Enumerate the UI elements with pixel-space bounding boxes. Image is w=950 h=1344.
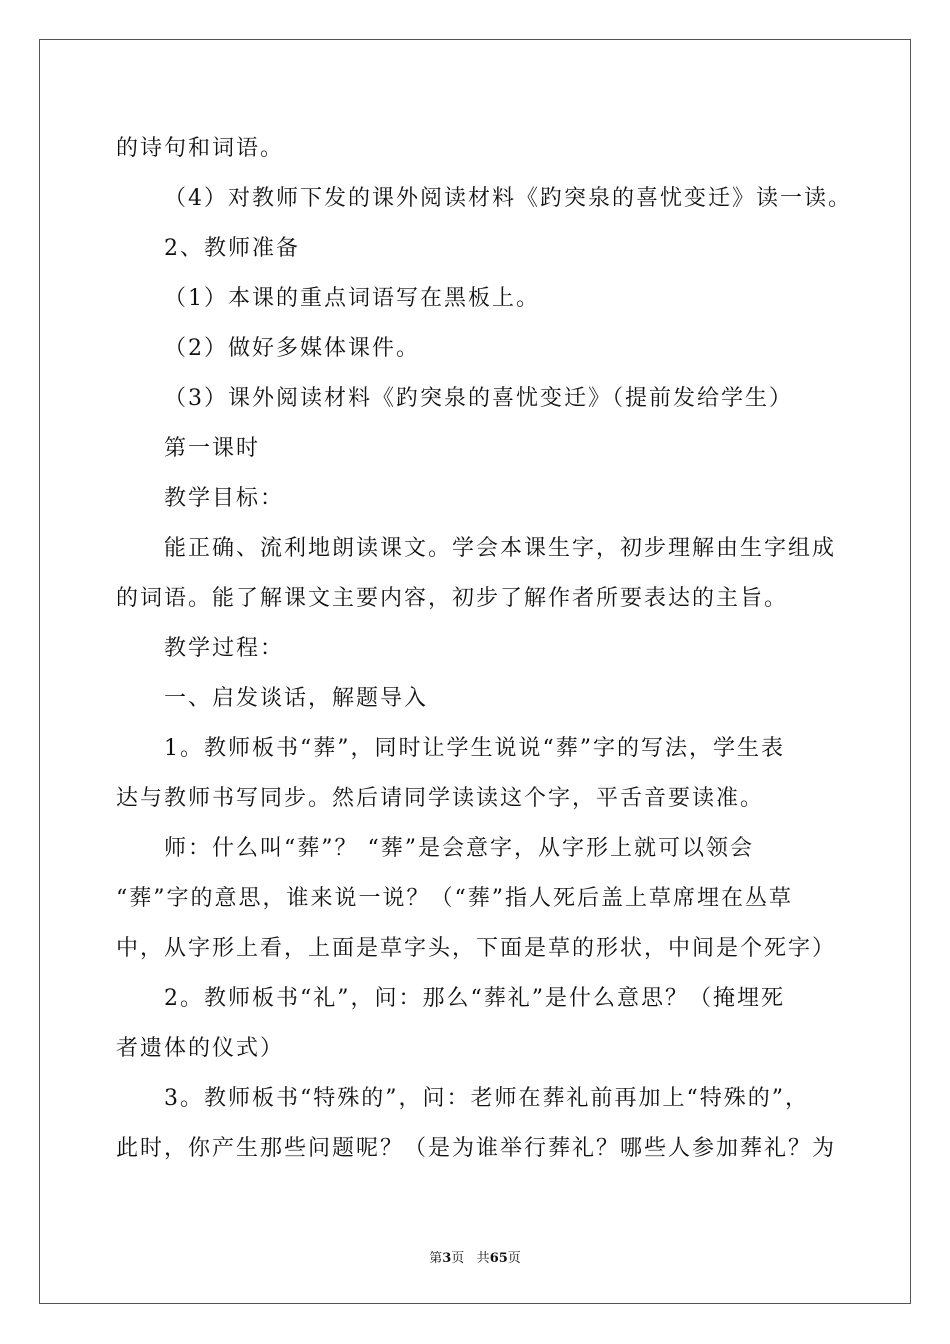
- text-line: 师：什么叫“葬”？ “葬”是会意字，从字形上就可以领会: [164, 836, 754, 861]
- page-suffix: 页: [451, 1251, 465, 1266]
- text-line: （2）做好多媒体课件。: [164, 336, 420, 361]
- total-pages: 65: [489, 1251, 508, 1266]
- text-line: 者遗体的仪式）: [116, 1036, 285, 1061]
- text-line: 2、教师准备: [164, 236, 300, 261]
- page-prefix: 第: [429, 1251, 443, 1266]
- text-line: 能正确、流利地朗读课文。学会本课生字，初步理解由生字组成: [164, 536, 837, 561]
- text-line: 的词语。能了解课文主要内容，初步了解作者所要表达的主旨。: [116, 586, 789, 611]
- page-number: 3: [442, 1251, 452, 1266]
- section-heading: 教学目标：: [164, 486, 285, 511]
- text-line: （1）本课的重点词语写在黑板上。: [164, 286, 540, 311]
- text-line: 2。教师板书“礼”，问：那么“葬礼”是什么意思？（掩埋死: [164, 986, 785, 1011]
- text-line: 达与教师书写同步。然后请同学读读这个字，平舌音要读准。: [116, 786, 765, 811]
- text-line: 3。教师板书“特殊的”，问：老师在葬礼前再加上“特殊的”，: [164, 1086, 809, 1111]
- section-heading: 教学过程：: [164, 636, 285, 661]
- text-line: （4）对教师下发的课外阅读材料《趵突泉的喜忧变迁》读一读。: [164, 186, 852, 211]
- total-suffix: 页: [507, 1251, 521, 1266]
- section-heading: 第一课时: [164, 436, 261, 461]
- text-line: 此时，你产生那些问题呢？（是为谁举行葬礼？哪些人参加葬礼？为: [116, 1136, 837, 1161]
- text-line: 1。教师板书“葬”，同时让学生说说“葬”字的写法，学生表: [164, 736, 785, 761]
- total-prefix: 共: [476, 1251, 490, 1266]
- text-line: （3）课外阅读材料《趵突泉的喜忧变迁》（提前发给学生）: [164, 386, 793, 411]
- text-line: “葬”字的意思，谁来说一说？（“葬”指人死后盖上草席埋在丛草: [116, 886, 793, 911]
- text-line: 的诗句和词语。: [116, 136, 285, 161]
- text-line: 中，从字形上看，上面是草字头，下面是草的形状，中间是个死字）: [116, 936, 837, 961]
- page-footer: [0, 1247, 950, 1266]
- page-border: [39, 39, 911, 1304]
- text-line: 一、启发谈话，解题导入: [164, 686, 429, 711]
